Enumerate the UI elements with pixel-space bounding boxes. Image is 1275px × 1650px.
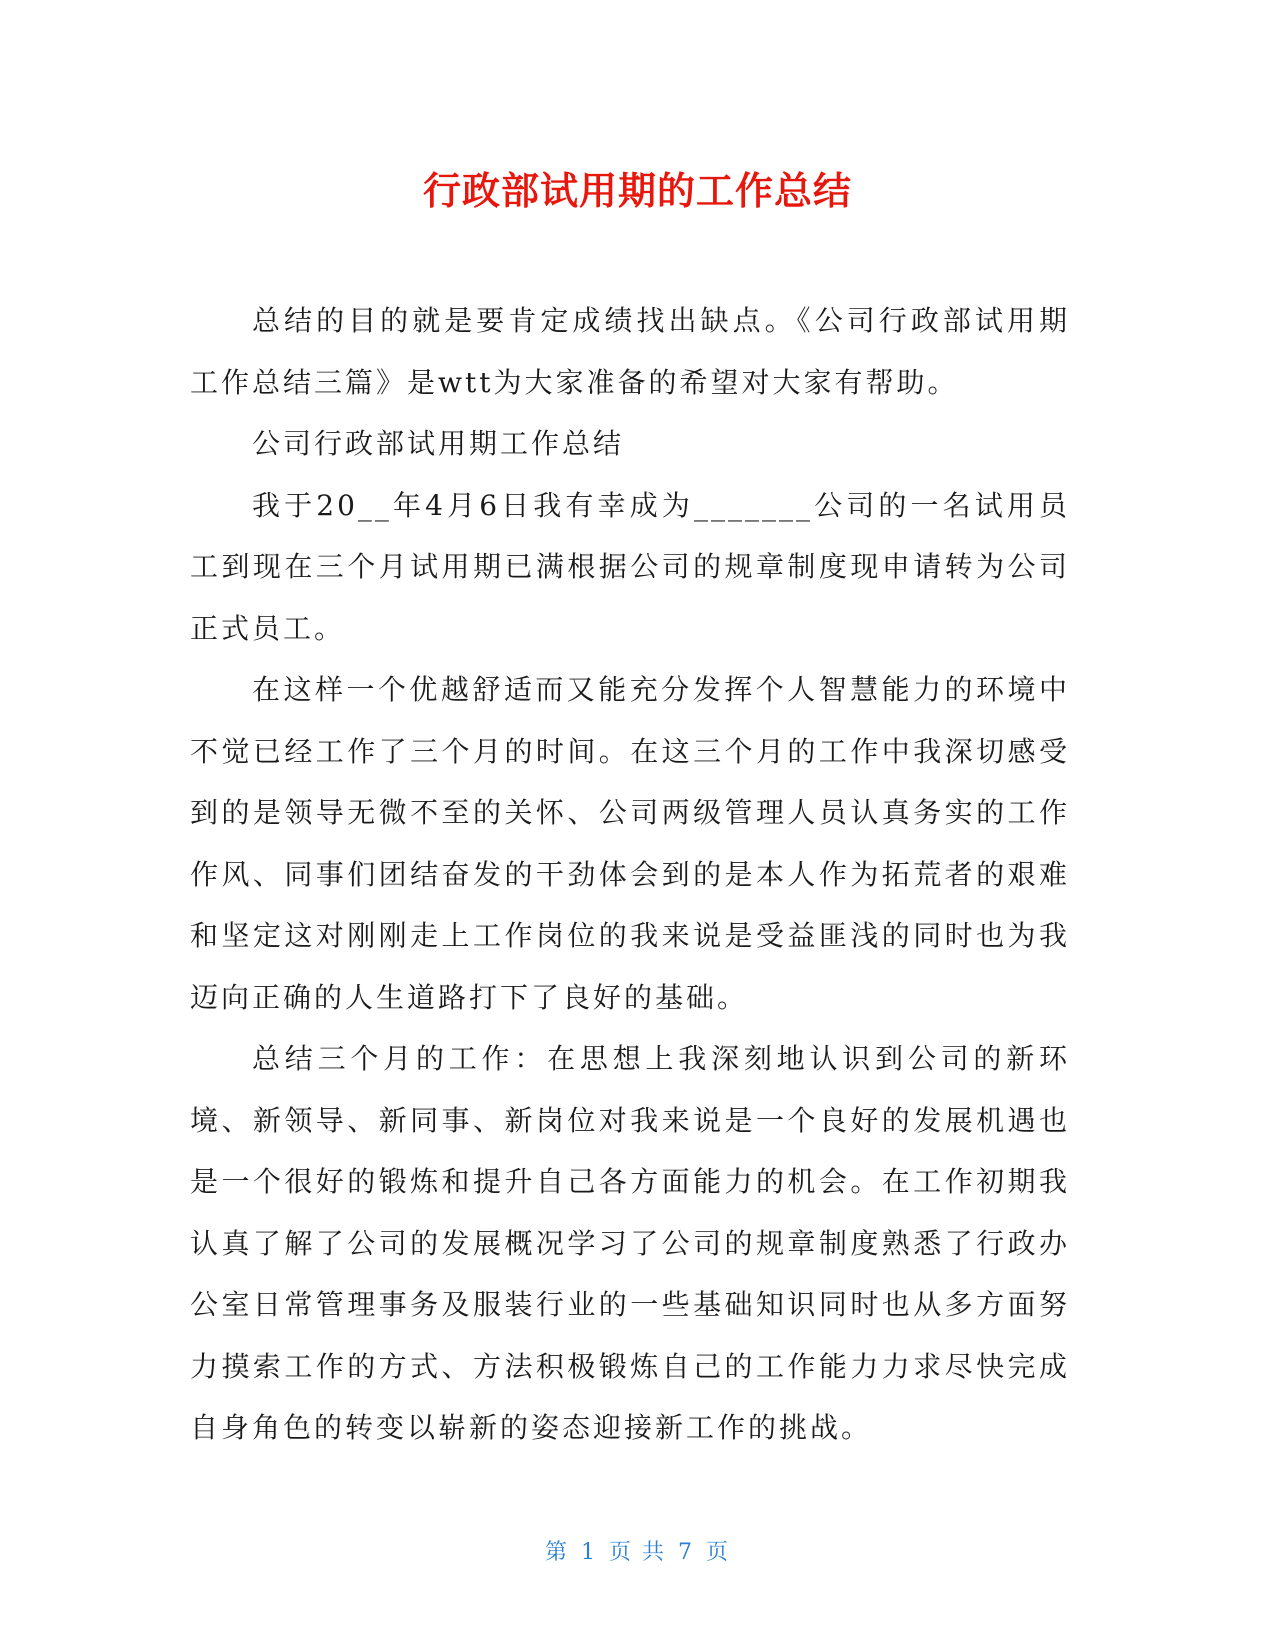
footer-total-pages: 7 xyxy=(678,1540,694,1565)
paragraph-2: 在这样一个优越舒适而又能充分发挥个人智慧能力的环境中不觉已经工作了三个月的时间。在这三个月的工作中我深切感受到的是领导无微不至的关怀、公司两级管理人员认真务实的工作作风、同事们团结奋发的干劲体会到的是本人作为拓荒者的艰难和坚定这对刚刚走上工作岗位的我来说是受益匪浅的同时也为我迈向正确的人生道路打下了良好的基础。 xyxy=(190,673,1070,1014)
paragraph-subtitle: 公司行政部试用期工作总结 xyxy=(252,427,625,460)
page-footer xyxy=(0,1535,1275,1566)
paragraph-1: 我于20__年4月6日我有幸成为_______公司的一名试用员工到现在三个月试用期已满根据公司的规章制度现申请转为公司正式员工。 xyxy=(190,488,1070,645)
footer-prefix: 第 xyxy=(544,1540,569,1565)
footer-page-number: 1 xyxy=(581,1540,597,1565)
document-title: 行政部试用期的工作总结 xyxy=(422,169,852,213)
footer-suffix: 页 xyxy=(706,1540,731,1565)
paragraph-intro: 总结的目的就是要肯定成绩找出缺点。《公司行政部试用期工作总结三篇》是wtt为大家准备的希望对大家有帮助。 xyxy=(190,304,1070,399)
paragraph-3: 总结三个月的工作：在思想上我深刻地认识到公司的新环境、新领导、新同事、新岗位对我来说是一个良好的发展机遇也是一个很好的锻炼和提升自己各方面能力的机会。在工作初期我认真了解了公司的发展概况学习了公司的规章制度熟悉了行政办公室日常管理事务及服装行业的一些基础知识同时也从多方面努力摸索工作的方式、方法积极锻炼自己的工作能力力求尽快完成自身角色的转变以崭新的姿态迎接新工作的挑战。 xyxy=(190,1042,1070,1444)
footer-middle: 页 共 xyxy=(609,1540,666,1565)
document-body xyxy=(190,290,1070,1459)
